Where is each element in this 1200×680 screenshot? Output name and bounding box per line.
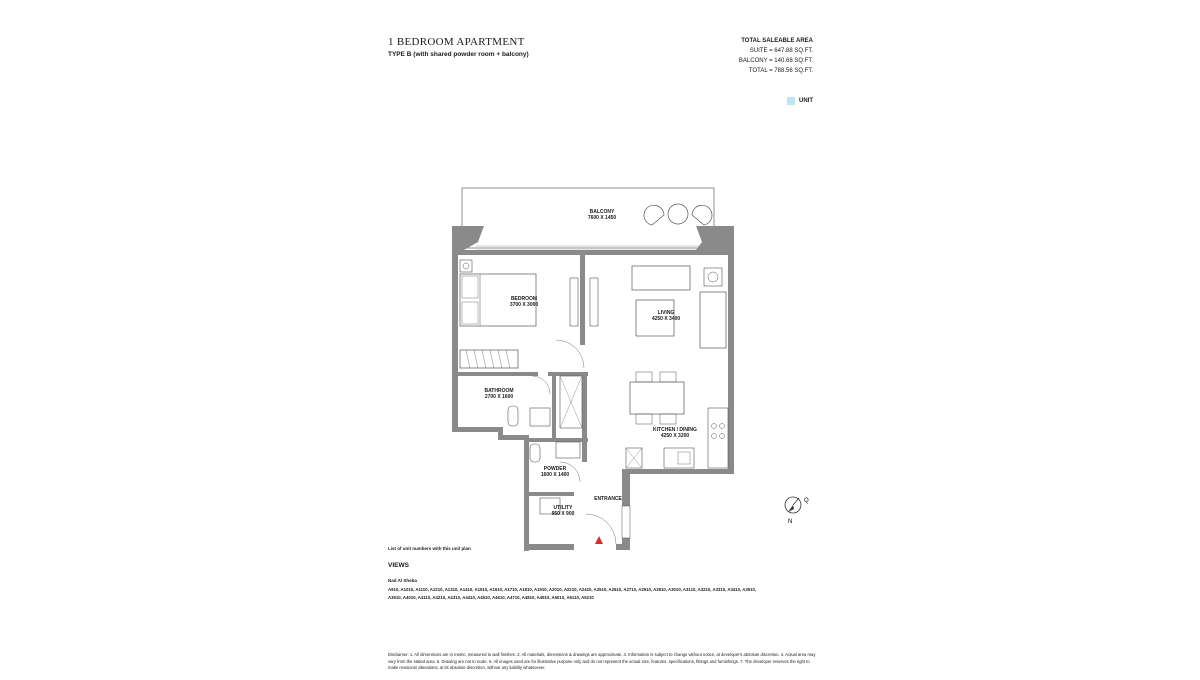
- balcony-table: [668, 204, 688, 224]
- sofa: [632, 266, 690, 290]
- area-balcony: BALCONY = 140.68 SQ.FT.: [738, 58, 813, 64]
- room-bathroom: BATHROOM 2700 X 1600: [484, 388, 514, 400]
- disclaimer: Disclaimer: 1. All dimensions are in metric, measured to wall finishes. 2. All materials, dimensions & drawings are approximate. 3. Information is subject to change without notice, at developer's absolute discretion. 4. Actual area may vary from the stated area. 5. Drawing are not to scale. 6. All images used are for illustrative purpose only and do not represent the actual size, features, specifications, fittings and furnishings. 7. The developer reserves the right to make revisions/ alterations, at its absolute discretion, without any liability whatsoever.: [388, 652, 816, 670]
- room-utility: UTILITY 950 X 900: [551, 505, 575, 517]
- entrance-marker-icon: [595, 536, 603, 544]
- kitchen-counter: [708, 408, 728, 468]
- saleable-area-summary: [739, 36, 813, 76]
- legend: [787, 97, 813, 105]
- room-balcony: BALCONY 7600 X 1450: [587, 209, 617, 221]
- views-heading: VIEWS: [388, 562, 409, 569]
- room-bedroom: BEDROOM 3700 X 3000: [509, 296, 539, 308]
- toilet: [508, 406, 518, 426]
- compass-icon: [780, 492, 814, 526]
- legend-unit-label: UNIT: [799, 98, 813, 104]
- basin: [530, 408, 550, 426]
- area-total: TOTAL = 788.56 SQ.FT.: [748, 68, 813, 74]
- views-subheading: Nad Al Sheba: [388, 578, 417, 583]
- unit-swatch: [787, 97, 795, 105]
- room-kitchen-dining: KITCHEN / DINING 4250 X 3200: [653, 427, 697, 439]
- area-suite: SUITE = 647.88 SQ.FT.: [749, 48, 813, 54]
- compass-north-label: N: [788, 519, 793, 525]
- room-living: LIVING 4250 X 3400: [651, 310, 681, 322]
- room-powder: POWDER 1600 X 1400: [540, 466, 570, 478]
- balcony-chair-left: [644, 205, 664, 225]
- page-title: 1 BEDROOM APARTMENT: [388, 36, 525, 48]
- unit-type-subtitle: TYPE B (with shared powder room + balcony): [388, 51, 529, 58]
- nightstand: [460, 260, 472, 272]
- compass-q-label: Q: [804, 498, 809, 504]
- armchair: [700, 292, 726, 348]
- area-heading: TOTAL SALEABLE AREA: [741, 38, 813, 44]
- unit-list-note: List of unit numbers with this unit plan: [388, 546, 471, 551]
- unit-number-list: A910, A1010, A1110, A1210, A1310, A1410, A1510, A1610, A1710, A1810, A1910, A2010, A2210, A2410, A2510, A2610, A2710, A2910, A2810, A3010, A3110, A3210, A3310, A3410, A3510, A3610, A4010, A4110, A4210, A4310, A4410, A4510, A4610, A4710, A4810, A4910, A5010, A5110, A5210: [388, 587, 757, 600]
- room-entrance: ENTRANCE: [594, 496, 622, 502]
- balcony-chair-right: [692, 205, 712, 225]
- dining-table: [630, 382, 684, 414]
